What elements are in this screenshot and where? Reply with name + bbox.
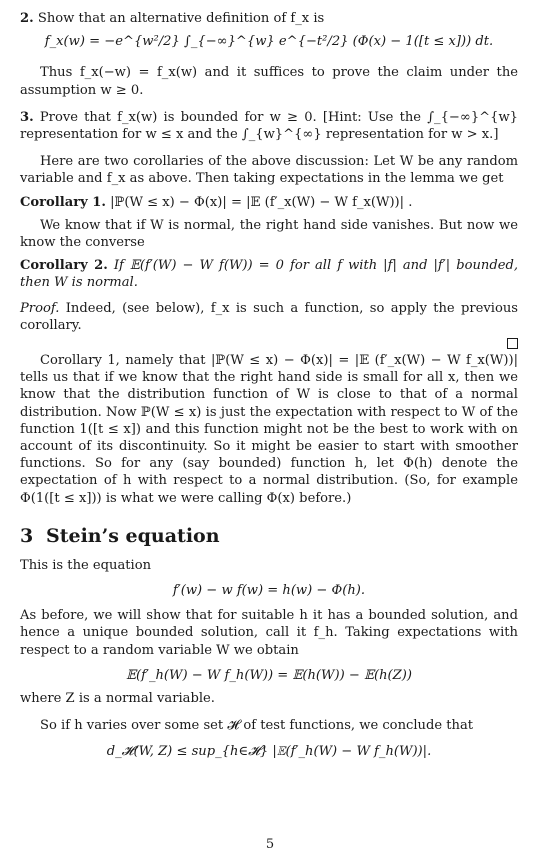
so-if-paragraph: So if h varies over some set 𝓗 of test functions, we conclude that <box>40 718 474 734</box>
corollary2-statement: If 𝔼(f′(W) − W f(W)) = 0 for all f with |f| and |f′| bounded, then W is normal. <box>20 258 518 291</box>
proof-label: Proof. <box>20 300 60 316</box>
qed-square-icon <box>507 338 518 349</box>
item3-paragraph <box>20 109 518 143</box>
page-number: 5 <box>265 837 275 852</box>
corollary1-statement: |ℙ(W ≤ x) − Φ(x)| = |𝔼 (f′_x(W) − W f_x(W))| . <box>110 194 413 210</box>
corollary2 <box>20 257 518 291</box>
section-heading <box>20 525 518 547</box>
item3-number: 3. <box>20 109 34 125</box>
item2-paragraph <box>20 10 518 27</box>
where-z: where Z is a normal variable. <box>20 691 215 707</box>
item2-number: 2. <box>20 11 34 26</box>
section-title: Stein’s equation <box>46 524 220 547</box>
after-corollary1: We know that if W is normal, the right hand side vanishes. But now we know the converse <box>20 217 518 251</box>
item2-equation: f_x(w) = −e^{w²/2} ∫_{−∞}^{w} e^{−t²/2} (Φ(x) − 1([t ≤ x])) dt. <box>44 34 494 50</box>
item2-followup: Thus f_x(−w) = f_x(w) and it suffices to prove the claim under the assumption w ≥ 0. <box>20 65 518 98</box>
stein-text: As before, we will show that for suitable h it has a bounded solution, and hence a unique bounded solution, call it f_h. Taking expectations with respect to a random variable W we obtain <box>20 608 518 658</box>
proof <box>20 300 518 334</box>
discussion-paragraph: Corollary 1, namely that |ℙ(W ≤ x) − Φ(x)| = |𝔼 (f′_x(W) − W f_x(W))| tells us that if we know that the right hand side is small for all x, then we know that the distribution function of W is close to that of a normal distribution. Now ℙ(W ≤ x) is just the expectation with respect to W of the function 1([t ≤ x]) and this function might not be the best to work with on account of its discontinuity. So it might be easier to start with smoother functions. So for any (say bounded) function h, let Φ(h) denote the expectation of h with respect to a normal distribution. (So, for example Φ(1([t ≤ x])) is what we were calling Φ(x) before.) <box>20 353 518 506</box>
expectation-equation: 𝔼(f′_h(W) − W f_h(W)) = 𝔼(h(W)) − 𝔼(h(Z)) <box>126 667 412 683</box>
stein-intro: This is the equation <box>20 557 152 573</box>
section-number: 3 <box>20 524 34 547</box>
final-equation: d_𝓗(W, Z) ≤ sup_{h∈𝓗} |𝔼(f′_h(W) − W f_h(W))|. <box>106 743 432 759</box>
proof-text: Indeed, (see below), f_x is such a function, so apply the previous corollary. <box>20 300 518 333</box>
corollaries-intro: Here are two corollaries of the above discussion: Let W be any random variable and f_x as above. Then taking expectations in the lemma we get <box>20 154 518 187</box>
corollary1 <box>20 194 518 211</box>
item2-text: Show that an alternative definition of f_x is <box>37 11 325 26</box>
item3-text: Prove that f_x(w) is bounded for w ≥ 0. [Hint: Use the ∫_{−∞}^{w} representation for w ≤ x and the ∫_{w}^{∞} representation for w > x.] <box>20 109 518 143</box>
stein-equation: f′(w) − w f(w) = h(w) − Φ(h). <box>172 583 366 599</box>
corollary1-label: Corollary 1. <box>20 194 106 210</box>
page-content <box>20 10 518 760</box>
corollary2-label: Corollary 2. <box>20 258 108 274</box>
